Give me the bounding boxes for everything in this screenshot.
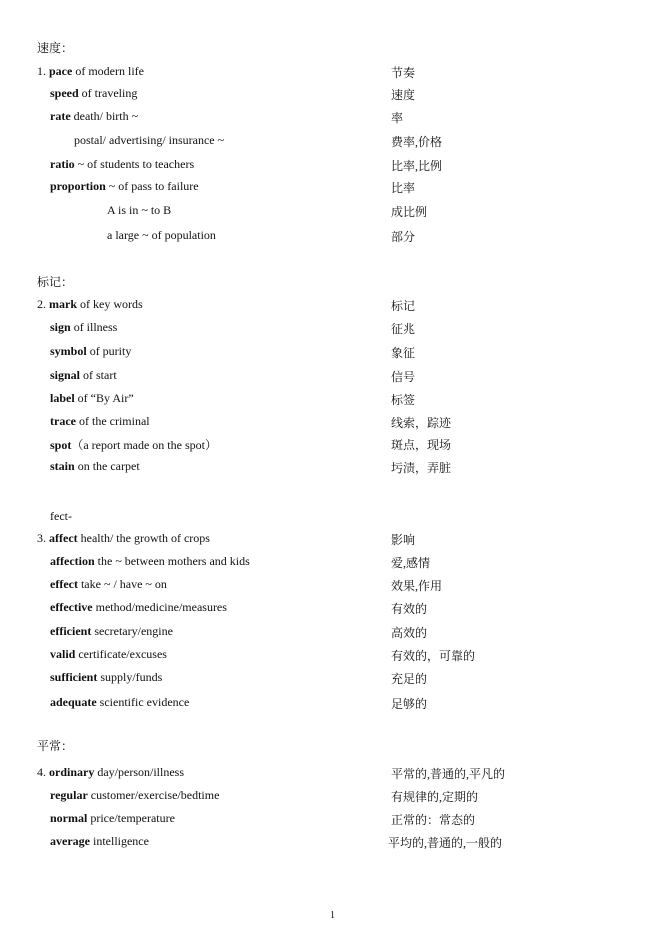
entry-usage: method/medicine/measures [92, 600, 227, 614]
entry-keyword: affection [50, 554, 95, 568]
entry-english [50, 647, 167, 662]
entry-keyword: regular [50, 788, 88, 802]
entry-english [50, 109, 138, 124]
entry-usage: of the criminal [75, 414, 150, 428]
entry-keyword: normal [50, 811, 88, 825]
entry-usage: health/ the growth of crops [77, 531, 210, 545]
entry-keyword: rate [50, 109, 71, 123]
entry-keyword: adequate [50, 695, 97, 709]
entry-number: 3. [37, 531, 49, 545]
entry-english [50, 554, 250, 569]
entry-chinese-meaning: 平常的,普通的,平凡的 [391, 767, 506, 781]
entry-english [50, 811, 175, 826]
entry-chinese-meaning: 效果,作用 [391, 579, 443, 593]
entry-chinese-meaning: 比率,比例 [391, 159, 443, 173]
entry-usage: scientific evidence [96, 695, 190, 709]
entry-usage: A is in ~ to B [107, 203, 172, 217]
entry-keyword: symbol [50, 344, 87, 358]
entry-english [50, 179, 199, 194]
entry-chinese-meaning: 征兆 [391, 322, 416, 336]
vocab-entry [0, 811, 665, 829]
entry-keyword: valid [50, 647, 76, 661]
entry-english [50, 368, 117, 383]
entry-chinese-meaning: 率 [391, 111, 404, 125]
vocab-entry [0, 179, 665, 197]
entry-keyword: spot [50, 438, 72, 452]
entry-english [50, 414, 150, 429]
page-number: 1 [330, 910, 335, 921]
vocab-entry [0, 133, 665, 151]
entry-keyword: affect [49, 531, 78, 545]
section-heading: 平常： [37, 739, 74, 753]
entry-keyword: efficient [50, 624, 92, 638]
vocab-entry [0, 391, 665, 409]
entry-english [50, 436, 217, 453]
entry-keyword: effective [50, 600, 93, 614]
entry-keyword: stain [50, 459, 75, 473]
entry-chinese-meaning: 高效的 [391, 626, 428, 640]
vocab-entry [0, 765, 665, 783]
entry-english [50, 459, 140, 474]
entry-english [107, 203, 171, 218]
entry-english [50, 391, 134, 406]
vocab-entry [0, 554, 665, 572]
entry-usage: of traveling [78, 86, 138, 100]
entry-keyword: label [50, 391, 75, 405]
entry-keyword: proportion [50, 179, 106, 193]
entry-keyword: pace [49, 64, 73, 78]
entry-usage: a large ~ of population [107, 228, 216, 242]
entry-chinese-meaning: 有规律的,定期的 [391, 790, 479, 804]
vocab-entry [0, 414, 665, 432]
entry-usage: intelligence [89, 834, 149, 848]
entry-english [74, 133, 224, 148]
entry-chinese-meaning: 正常的：常态的 [391, 813, 476, 827]
vocab-entry [0, 436, 665, 454]
entry-english [50, 788, 219, 803]
entry-chinese-meaning: 速度 [391, 88, 416, 102]
entry-english [50, 577, 167, 592]
entry-usage: of “By Air” [74, 391, 134, 405]
entry-chinese-meaning: 比率 [391, 181, 416, 195]
entry-chinese-meaning: 线索，踪迹 [391, 416, 452, 430]
section-heading: 速度： [37, 41, 74, 55]
vocab-entry [0, 531, 665, 549]
entry-usage: ~ of pass to failure [105, 179, 199, 193]
entry-usage: secretary/engine [91, 624, 173, 638]
entry-usage: on the carpet [74, 459, 140, 473]
entry-usage: of modern life [72, 64, 144, 78]
entry-english [50, 344, 131, 359]
entry-usage: day/person/illness [94, 765, 184, 779]
entry-english [37, 531, 210, 546]
entry-chinese-meaning: 平均的,普通的,一般的 [388, 836, 503, 850]
entry-keyword: effect [50, 577, 78, 591]
entry-number: 4. [37, 765, 49, 779]
entry-keyword: signal [50, 368, 81, 382]
entry-english [50, 834, 149, 849]
entry-usage: of illness [70, 320, 118, 334]
entry-english [50, 600, 227, 615]
vocab-entry [0, 228, 665, 246]
entry-keyword: ordinary [49, 765, 95, 779]
entry-chinese-meaning: 斑点，现场 [391, 438, 452, 452]
vocab-entry [0, 695, 665, 713]
entry-chinese-meaning: 有效的，可靠的 [391, 649, 476, 663]
vocab-entry [0, 109, 665, 127]
entry-usage: of purity [86, 344, 132, 358]
entry-english [50, 157, 194, 172]
entry-chinese-meaning: 足够的 [391, 697, 428, 711]
entry-english [37, 64, 144, 79]
entry-number: 1. [37, 64, 49, 78]
entry-keyword: mark [49, 297, 77, 311]
entry-usage: supply/funds [97, 670, 163, 684]
entry-chinese-meaning: 圬渍，弄脏 [391, 461, 452, 475]
vocab-entry [0, 297, 665, 315]
section-heading: fect- [50, 509, 72, 523]
entry-keyword: trace [50, 414, 76, 428]
vocab-entry [0, 577, 665, 595]
vocab-entry [0, 157, 665, 175]
entry-usage: of key words [77, 297, 143, 311]
section-heading: 标记： [37, 275, 74, 289]
entry-chinese-meaning: 爱,感情 [391, 556, 431, 570]
vocab-entry [0, 788, 665, 806]
entry-chinese-meaning: 有效的 [391, 602, 428, 616]
entry-keyword: ratio [50, 157, 75, 171]
entry-usage: of start [80, 368, 117, 382]
entry-chinese-meaning: 部分 [391, 230, 416, 244]
entry-chinese-meaning: 标签 [391, 393, 416, 407]
entry-english [50, 86, 137, 101]
entry-chinese-meaning: 象征 [391, 346, 416, 360]
entry-usage: ~ of students to teachers [74, 157, 195, 171]
entry-english [37, 297, 143, 312]
entry-usage: certificate/excuses [75, 647, 167, 661]
entry-usage: （a report made on the spot） [71, 438, 217, 452]
vocab-entry [0, 344, 665, 362]
entry-keyword: sign [50, 320, 71, 334]
entry-chinese-meaning: 节奏 [391, 66, 416, 80]
vocab-entry [0, 86, 665, 104]
entry-usage: death/ birth ~ [70, 109, 139, 123]
entry-keyword: speed [50, 86, 79, 100]
vocab-entry [0, 320, 665, 338]
vocab-entry [0, 368, 665, 386]
vocab-entry [0, 647, 665, 665]
entry-chinese-meaning: 费率,价格 [391, 135, 443, 149]
entry-english [50, 624, 173, 639]
entry-english [50, 670, 162, 685]
entry-usage: take ~ / have ~ on [77, 577, 167, 591]
entry-chinese-meaning: 影响 [391, 533, 416, 547]
vocab-entry [0, 203, 665, 221]
entry-usage: customer/exercise/bedtime [87, 788, 220, 802]
entry-chinese-meaning: 信号 [391, 370, 416, 384]
vocab-entry [0, 834, 665, 852]
entry-english [37, 765, 184, 780]
entry-usage: the ~ between mothers and kids [94, 554, 250, 568]
entry-chinese-meaning: 标记 [391, 299, 416, 313]
entry-number: 2. [37, 297, 49, 311]
entry-usage: postal/ advertising/ insurance ~ [74, 133, 225, 147]
entry-chinese-meaning: 成比例 [391, 205, 428, 219]
entry-chinese-meaning: 充足的 [391, 672, 428, 686]
entry-keyword: average [50, 834, 90, 848]
entry-usage: price/temperature [87, 811, 175, 825]
vocab-entry [0, 624, 665, 642]
vocab-entry [0, 64, 665, 82]
vocab-entry [0, 600, 665, 618]
entry-english [107, 228, 216, 243]
entry-english [50, 320, 117, 335]
vocab-entry [0, 459, 665, 477]
entry-keyword: sufficient [50, 670, 98, 684]
vocab-entry [0, 670, 665, 688]
entry-english [50, 695, 189, 710]
